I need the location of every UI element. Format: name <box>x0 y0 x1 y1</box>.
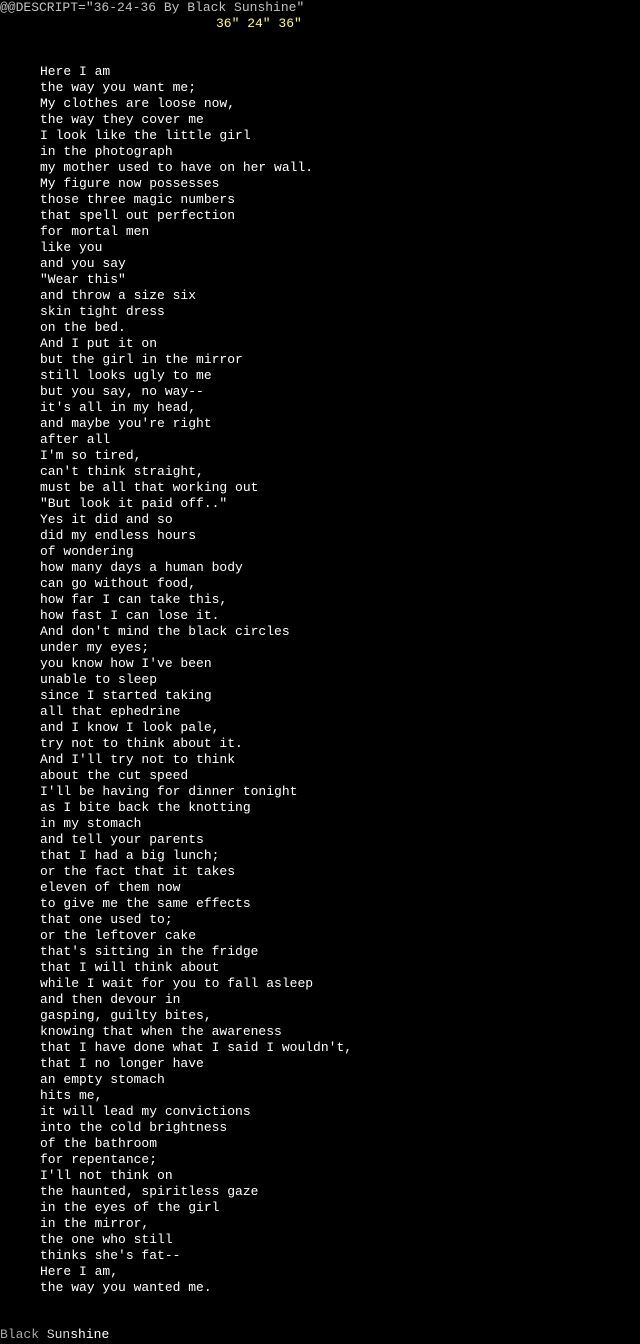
poem-line: still looks ugly to me <box>40 368 212 383</box>
poem-line: did my endless hours <box>40 528 197 543</box>
poem-line: but the girl in the mirror <box>40 352 243 367</box>
poem-line: those three magic numbers <box>40 192 236 207</box>
poem-line: I'll be having for dinner tonight <box>40 784 298 799</box>
poem-line: the haunted, spiritless gaze <box>40 1184 259 1199</box>
poem-line: and I know I look pale, <box>40 720 220 735</box>
signature-part-1: Black <box>0 1327 40 1342</box>
poem-line: of the bathroom <box>40 1136 158 1151</box>
poem-line: all that ephedrine <box>40 704 181 719</box>
poem-line: I look like the little girl <box>40 128 251 143</box>
poem-line: My clothes are loose now, <box>40 96 236 111</box>
poem-line: that I had a big lunch; <box>40 848 220 863</box>
poem-line: while I wait for you to fall asleep <box>40 976 314 991</box>
poem-line: it's all in my head, <box>40 400 197 415</box>
poem-line: you know how I've been <box>40 656 212 671</box>
poem-line: And I'll try not to think <box>40 752 236 767</box>
poem-line: for repentance; <box>40 1152 158 1167</box>
poem-line: the one who still <box>40 1232 173 1247</box>
poem-line: Here I am, <box>40 1264 119 1279</box>
poem-line: in my stomach <box>40 816 142 831</box>
poem-line: And I put it on <box>40 336 158 351</box>
poem-line: the way you want me; <box>40 80 197 95</box>
poem-line: it will lead my convictions <box>40 1104 251 1119</box>
poem-line: and then devour in <box>40 992 181 1007</box>
poem-line: an empty stomach <box>40 1072 165 1087</box>
poem-line: that I will think about <box>40 960 220 975</box>
poem-line: in the eyes of the girl <box>40 1200 220 1215</box>
poem-line: skin tight dress <box>40 304 165 319</box>
poem-line: how far I can take this, <box>40 592 228 607</box>
poem-line: I'm so tired, <box>40 448 142 463</box>
poem-line: "Wear this" <box>40 272 126 287</box>
poem-line: and maybe you're right <box>40 416 212 431</box>
signature-part-3: shine <box>70 1327 110 1342</box>
poem-line: can go without food, <box>40 576 197 591</box>
poem-line: like you <box>40 240 103 255</box>
poem-line: and tell your parents <box>40 832 204 847</box>
signature-part-2: Sun <box>39 1327 71 1342</box>
descript-header: @@DESCRIPT="36-24-36 By Black Sunshine" <box>0 0 305 15</box>
poem-line: hits me, <box>40 1088 103 1103</box>
poem-line: for mortal men <box>40 224 150 239</box>
poem-line: or the leftover cake <box>40 928 197 943</box>
poem-line: in the photograph <box>40 144 173 159</box>
poem-line: or the fact that it takes <box>40 864 236 879</box>
poem-line: And don't mind the black circles <box>40 624 290 639</box>
measurements-subtitle: 36" 24" 36" <box>216 16 302 31</box>
poem-line: and throw a size six <box>40 288 197 303</box>
poem-line: I'll not think on <box>40 1168 173 1183</box>
poem-line: Yes it did and so <box>40 512 173 527</box>
poem-line: in the mirror, <box>40 1216 150 1231</box>
poem-line: on the bed. <box>40 320 126 335</box>
poem-body <box>40 64 352 1296</box>
poem-line: eleven of them now <box>40 880 181 895</box>
poem-line: under my eyes; <box>40 640 150 655</box>
poem-line: about the cut speed <box>40 768 189 783</box>
poem-line: Here I am <box>40 64 111 79</box>
poem-line: the way you wanted me. <box>40 1280 212 1295</box>
poem-line: that's sitting in the fridge <box>40 944 259 959</box>
poem-line: my mother used to have on her wall. <box>40 160 314 175</box>
poem-line: how many days a human body <box>40 560 243 575</box>
poem-line: that I no longer have <box>40 1056 204 1071</box>
poem-line: the way they cover me <box>40 112 204 127</box>
poem-line: but you say, no way-- <box>40 384 204 399</box>
poem-line: must be all that working out <box>40 480 259 495</box>
poem-line: "But look it paid off.." <box>40 496 228 511</box>
poem-line: try not to think about it. <box>40 736 243 751</box>
poem-line: to give me the same effects <box>40 896 251 911</box>
poem-line: knowing that when the awareness <box>40 1024 282 1039</box>
poem-line: as I bite back the knotting <box>40 800 251 815</box>
poem-line: into the cold brightness <box>40 1120 228 1135</box>
poem-line: how fast I can lose it. <box>40 608 220 623</box>
poem-line: can't think straight, <box>40 464 204 479</box>
poem-line: of wondering <box>40 544 134 559</box>
poem-line: and you say <box>40 256 126 271</box>
poem-line: that one used to; <box>40 912 173 927</box>
poem-line: My figure now possesses <box>40 176 220 191</box>
poem-line: unable to sleep <box>40 672 158 687</box>
poem-line: since I started taking <box>40 688 212 703</box>
poem-line: that I have done what I said I wouldn't, <box>40 1040 353 1055</box>
poem-line: thinks she's fat-- <box>40 1248 181 1263</box>
poem-line: gasping, guilty bites, <box>40 1008 212 1023</box>
poem-line: that spell out perfection <box>40 208 236 223</box>
signature-footer <box>0 1327 109 1343</box>
poem-line: after all <box>40 432 111 447</box>
